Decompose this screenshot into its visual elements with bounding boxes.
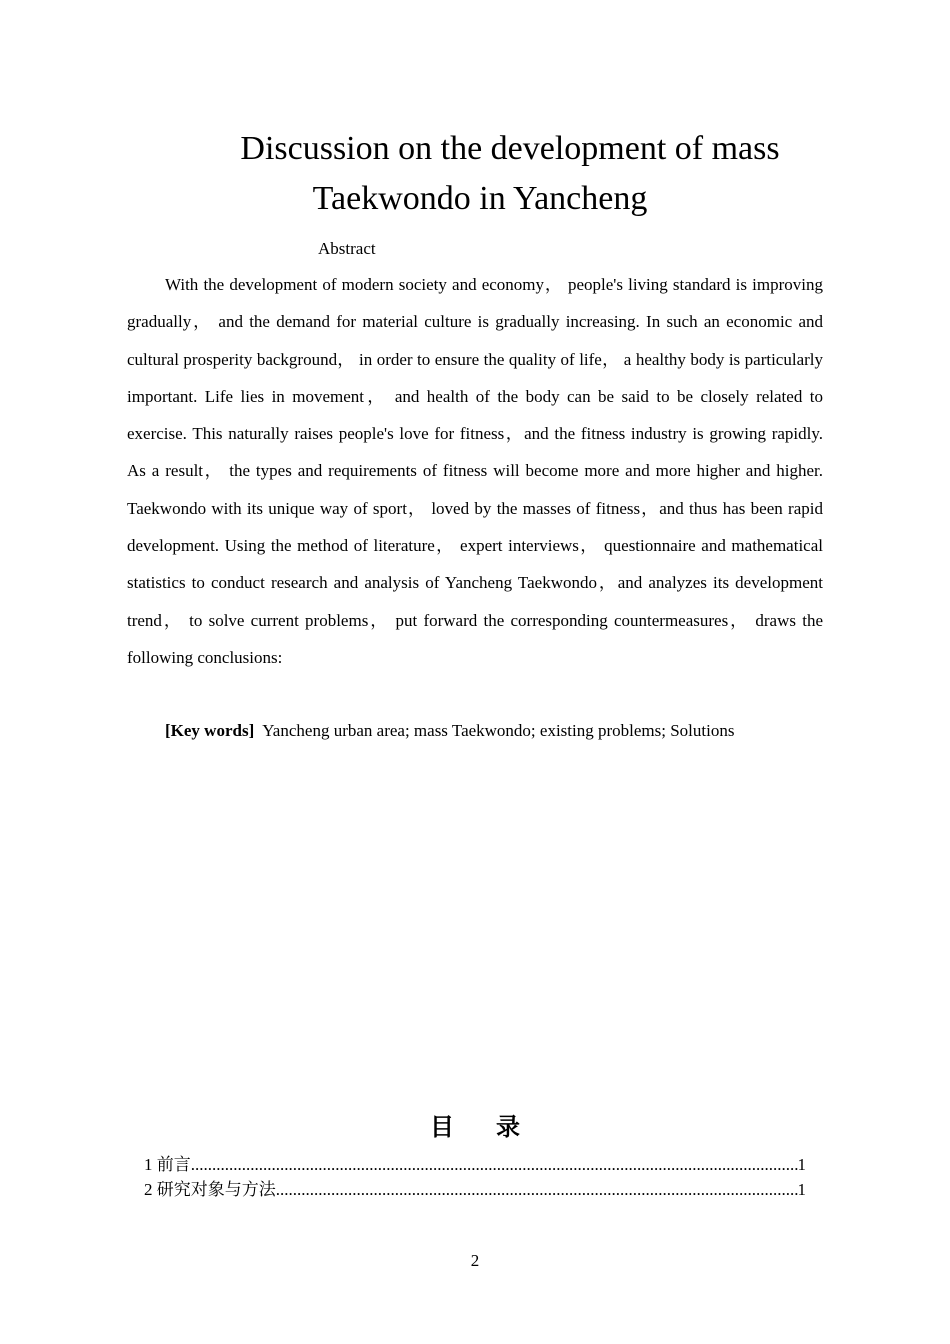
keywords-line <box>165 719 734 743</box>
keywords-label: [Key words] <box>165 721 255 740</box>
document-title-line-2: Taekwondo in Yancheng <box>312 180 648 217</box>
toc-entry-label: 2 研究对象与方法 <box>144 1180 276 1199</box>
document-title-line-1: Discussion on the development of mass <box>240 130 780 167</box>
toc-title: 目录 <box>430 1113 562 1141</box>
toc-leader-dots <box>191 1152 798 1177</box>
toc-entry-page: 1 <box>797 1180 806 1199</box>
toc-entry[interactable] <box>144 1177 806 1202</box>
abstract-body: With the development of modern society and economy， people's living standard is improving gradually， and the demand for material culture is gradually increasing. In such an economic and cultural prosperity background， in order to ensure the quality of life， a healthy body is particularly important. Life lies in movement， and health of the body can be said to be closely related to exercise. This naturally raises people's love for fitness，and the fitness industry is growing rapidly. As a result， the types and requirements of fitness will become more and more higher and higher. Taekwondo with its unique way of sport， loved by the masses of fitness，and thus has been rapid development. Using the method of literature， expert interviews， questionnaire and mathematical statistics to conduct research and analysis of Yancheng Taekwondo，and analyzes its development trend， to solve current problems， put forward the corresponding countermeasures， draws the following conclusions: <box>127 275 823 667</box>
toc-entry[interactable] <box>144 1152 806 1177</box>
page-number: 2 <box>470 1251 480 1270</box>
toc-entry-label: 1 前言 <box>144 1155 191 1174</box>
abstract-heading: Abstract <box>318 239 376 258</box>
table-of-contents <box>144 1152 806 1202</box>
toc-leader-dots <box>276 1177 798 1202</box>
toc-entry-page: 1 <box>797 1155 806 1174</box>
keywords-text: Yancheng urban area; mass Taekwondo; existing problems; Solutions <box>262 721 735 740</box>
